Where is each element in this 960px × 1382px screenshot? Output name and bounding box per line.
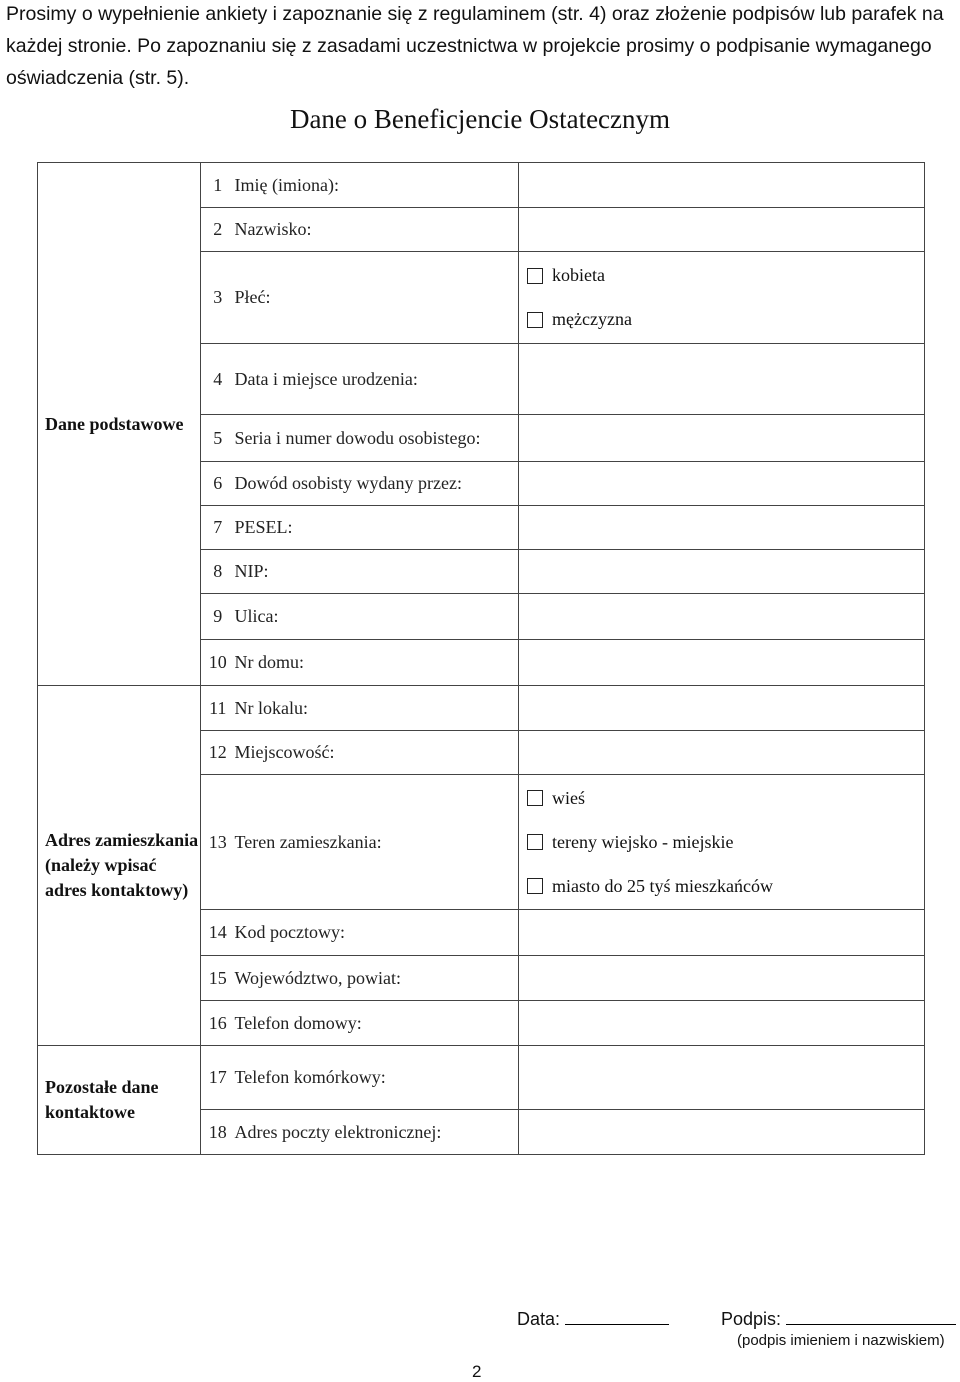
checkbox-icon[interactable]	[527, 878, 543, 894]
input-nip[interactable]	[519, 550, 925, 594]
input-id-issuer[interactable]	[519, 462, 925, 506]
field-number: 9	[201, 594, 235, 640]
field-label-home-phone: Telefon domowy:	[235, 1001, 519, 1046]
gender-options	[519, 252, 925, 344]
field-label-house-number: Nr domu:	[235, 640, 519, 686]
field-number: 18	[201, 1110, 235, 1155]
section-basic-data: Dane podstawowe	[38, 163, 201, 686]
field-label-city: Miejscowość:	[235, 731, 519, 775]
checkbox-icon[interactable]	[527, 834, 543, 850]
form-row	[38, 163, 925, 208]
input-birth[interactable]	[519, 344, 925, 415]
date-label: Data:	[517, 1309, 561, 1329]
section-address: Adres zamieszkania (należy wpisać adres kontaktowy)	[38, 686, 201, 1046]
field-number: 11	[201, 686, 235, 731]
input-region[interactable]	[519, 956, 925, 1001]
field-number: 17	[201, 1046, 235, 1110]
input-street[interactable]	[519, 594, 925, 640]
area-option-small-town[interactable]	[527, 864, 924, 908]
field-label-region: Województwo, powiat:	[235, 956, 519, 1001]
signature-field	[721, 1306, 956, 1330]
option-label: mężczyzna	[552, 309, 632, 329]
field-label-street: Ulica:	[235, 594, 519, 640]
field-label-apartment: Nr lokalu:	[235, 686, 519, 731]
option-label: tereny wiejsko - miejskie	[552, 831, 734, 852]
option-label: kobieta	[552, 265, 605, 285]
field-number: 10	[201, 640, 235, 686]
input-mobile-phone[interactable]	[519, 1046, 925, 1110]
input-first-name[interactable]	[519, 163, 925, 208]
section-contact: Pozostałe dane kontaktowe	[38, 1046, 201, 1155]
field-label-postal-code: Kod pocztowy:	[235, 910, 519, 956]
checkbox-icon[interactable]	[527, 790, 543, 806]
form-row	[38, 1046, 925, 1110]
field-label-nip: NIP:	[235, 550, 519, 594]
input-city[interactable]	[519, 731, 925, 775]
input-id-number[interactable]	[519, 415, 925, 462]
gender-option-male[interactable]	[527, 298, 924, 342]
field-label-id-number: Seria i numer dowodu osobistego:	[235, 415, 519, 462]
form-row	[38, 686, 925, 731]
field-number: 16	[201, 1001, 235, 1046]
signature-line[interactable]	[786, 1306, 956, 1325]
field-number: 2	[201, 208, 235, 252]
gender-option-female[interactable]	[527, 254, 924, 298]
field-number: 6	[201, 462, 235, 506]
field-label-gender: Płeć:	[235, 252, 519, 344]
checkbox-icon[interactable]	[527, 268, 543, 284]
field-number: 8	[201, 550, 235, 594]
signature-note: (podpis imieniem i nazwiskiem)	[737, 1332, 945, 1349]
date-line[interactable]	[565, 1306, 669, 1325]
page-title: Dane o Beneficjencie Ostatecznym	[289, 104, 671, 134]
option-label: wieś	[552, 787, 585, 808]
input-last-name[interactable]	[519, 208, 925, 252]
intro-text: Prosimy o wypełnienie ankiety i zapoznanie się z regulaminem (str. 4) oraz złożenie podpisów lub parafek na każdej stronie. Po zapoznaniu się z zasadami uczestnictwa w projekcie prosimy o podpisanie wymaganego oświadczenia (str. 5).	[6, 3, 944, 89]
area-option-village[interactable]	[527, 776, 924, 820]
input-pesel[interactable]	[519, 506, 925, 550]
option-label: miasto do 25 tyś mieszkańców	[552, 875, 773, 896]
input-home-phone[interactable]	[519, 1001, 925, 1046]
field-number: 7	[201, 506, 235, 550]
field-number: 12	[201, 731, 235, 775]
field-label-mobile-phone: Telefon komórkowy:	[235, 1046, 519, 1110]
input-postal-code[interactable]	[519, 910, 925, 956]
field-label-pesel: PESEL:	[235, 506, 519, 550]
field-number: 1	[201, 163, 235, 208]
signature-label: Podpis:	[721, 1309, 782, 1329]
checkbox-icon[interactable]	[527, 312, 543, 328]
field-number: 13	[201, 775, 235, 910]
field-label-last-name: Nazwisko:	[235, 208, 519, 252]
field-label-email: Adres poczty elektronicznej:	[235, 1110, 519, 1155]
field-label-birth: Data i miejsce urodzenia:	[235, 344, 519, 415]
field-number: 4	[201, 344, 235, 415]
field-number: 3	[201, 252, 235, 344]
input-email[interactable]	[519, 1110, 925, 1155]
field-number: 14	[201, 910, 235, 956]
date-field	[517, 1306, 669, 1330]
area-options	[519, 775, 925, 910]
page-number: 2	[472, 1362, 482, 1381]
field-number: 5	[201, 415, 235, 462]
input-house-number[interactable]	[519, 640, 925, 686]
beneficiary-form	[37, 162, 925, 1155]
area-option-rural-urban[interactable]	[527, 820, 924, 864]
field-label-area: Teren zamieszkania:	[235, 775, 519, 910]
input-apartment[interactable]	[519, 686, 925, 731]
field-label-id-issuer: Dowód osobisty wydany przez:	[235, 462, 519, 506]
field-number: 15	[201, 956, 235, 1001]
field-label-first-name: Imię (imiona):	[235, 163, 519, 208]
